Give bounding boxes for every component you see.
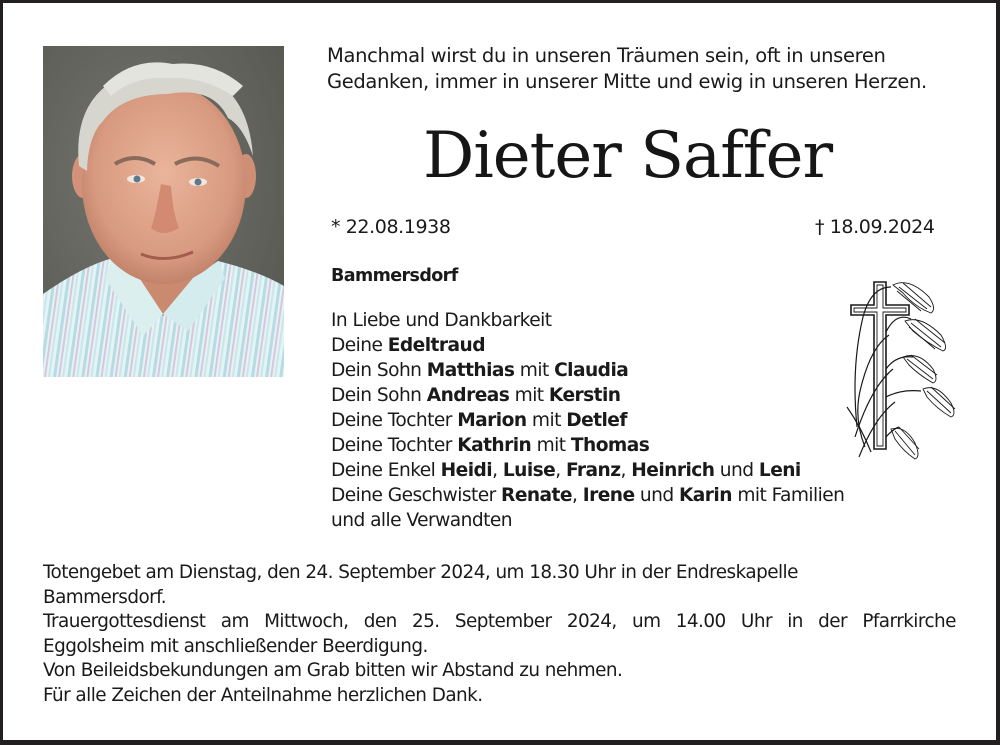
hometown: Bammersdorf [331,266,458,286]
birth-date: * 22.08.1938 [331,216,451,238]
mourner-line [331,458,844,483]
mourner-line [331,433,844,458]
mourner-line [331,483,844,508]
notice-word: Trauergottesdienst [43,611,206,632]
death-date: † 18.09.2024 [815,216,935,238]
mourner-text: mit [526,410,567,431]
mourners-list [331,308,844,533]
service-notices [43,561,963,708]
mourner-name: Luise [502,460,556,481]
mourner-text: Deine Enkel [331,460,441,481]
mourner-name: Renate [501,485,572,506]
mourner-name: Matthias [426,360,515,381]
notice-word: Pfarrkirche [862,611,956,632]
notice-word: Uhr [740,611,772,632]
mourner-text: , [492,460,503,481]
mourner-name: Marion [457,410,527,431]
mourner-line [331,508,844,533]
mourner-name: Leni [758,460,801,481]
notice-word: 2024, [566,611,617,632]
notice-line [43,610,956,635]
notice-word: 14.00 [675,611,726,632]
mourner-name: Edeltraud [387,335,485,356]
mourner-text: Deine Tochter [331,435,458,456]
notice-word: den [363,611,397,632]
mourner-text: und alle Verwandten [331,510,512,531]
mourner-name: Heinrich [631,460,715,481]
mourner-text: und [634,485,679,506]
mourner-text: Deine Tochter [331,410,458,431]
portrait-photo [43,46,284,377]
mourner-text: Dein Sohn [331,360,427,381]
portrait-illustration [43,46,284,377]
mourner-name: Franz [565,460,621,481]
mourner-name: Andreas [426,385,510,406]
mourner-line [331,333,844,358]
cross-with-wheat-icon [841,277,966,467]
quote-line: Gedanken, immer in unserer Mitte und ewig in unseren Herzen. [327,70,927,93]
notice-line: Totengebet am Dienstag, den 24. September 2024, um 18.30 Uhr in der Endreskapelle [43,562,798,583]
memorial-quote [327,43,977,95]
mourner-text: Deine Geschwister [331,485,502,506]
obituary-card [3,3,996,740]
notice-word: September [454,611,552,632]
mourner-text: , [555,460,566,481]
mourner-text: mit Familien [731,485,845,506]
mourner-text: und [714,460,759,481]
notice-word: in [787,611,803,632]
notice-line: Eggolsheim mit anschließender Beerdigung. [43,635,428,657]
notice-word: 25. [411,611,440,632]
notice-word: am [220,611,249,632]
quote-line: Manchmal wirst du in unseren Träumen sein, oft in unseren [327,44,886,67]
notice-line: Von Beileidsbekundungen am Grab bitten wir Abstand zu nehmen. [43,660,623,681]
mourner-name: Claudia [554,360,629,381]
mourner-name: Thomas [570,435,650,456]
mourner-name: Kathrin [457,435,532,456]
mourner-name: Detlef [566,410,627,431]
mourner-name: Irene [582,485,635,506]
mourner-name: Heidi [440,460,493,481]
mourner-text: Dein Sohn [331,385,427,406]
mourner-name: Karin [678,485,732,506]
mourner-text: , [620,460,632,481]
mourner-line [331,358,844,383]
mourner-text: , [571,485,583,506]
notice-line: Für alle Zeichen der Anteilnahme herzlichen Dank. [43,684,483,706]
mourner-text: In Liebe und Dankbarkeit [331,310,552,331]
mourner-line [331,408,844,433]
notice-word: Mittwoch, [264,611,349,632]
mourner-line [331,383,844,408]
mourner-name: Kerstin [548,385,621,406]
notice-word: der [818,611,848,632]
mourner-text: mit [514,360,555,381]
mourner-text: mit [531,435,571,456]
deceased-name: Dieter Saffer [423,119,833,193]
mourner-line [331,308,844,333]
mourner-text: Deine [331,335,388,356]
mourner-text: mit [509,385,549,406]
notice-word: um [632,611,661,632]
notice-line: Bammersdorf. [43,586,167,608]
